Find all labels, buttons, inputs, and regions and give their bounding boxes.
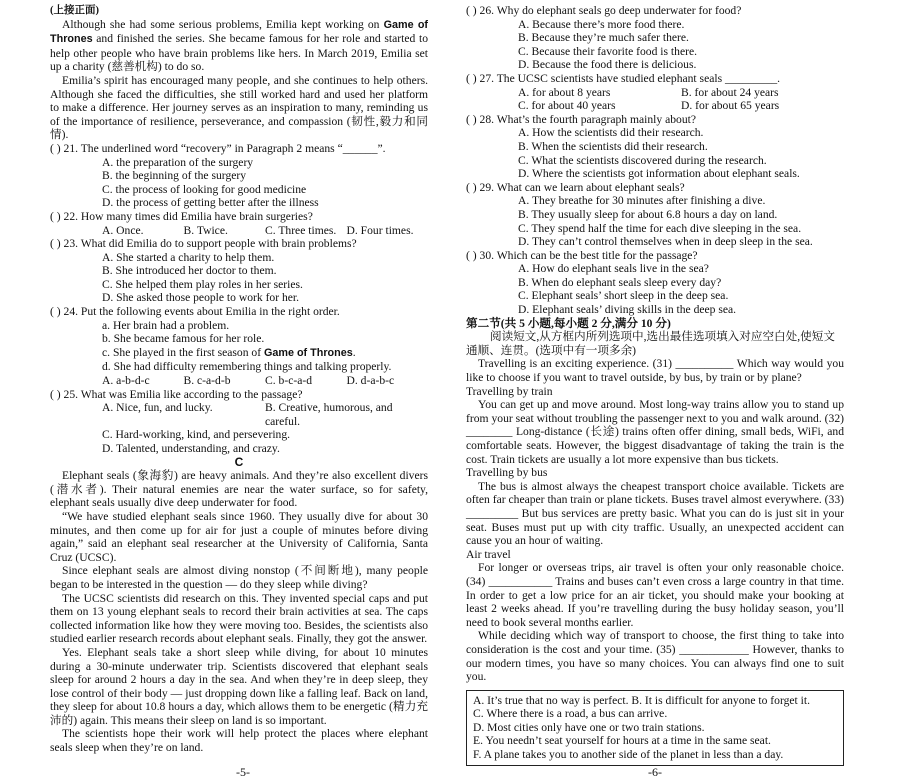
option: D. the process of getting better after the illness <box>102 196 319 210</box>
option: B. They usually sleep for about 6.8 hours a day on land. <box>518 207 778 221</box>
option: C. Because their favorite food is there. <box>518 44 697 58</box>
subheading-bus: Travelling by bus <box>466 466 548 480</box>
section-c-heading: C <box>234 454 244 469</box>
option: D. Because the food there is delicious. <box>518 58 697 72</box>
option: D. She asked those people to work for her. <box>102 291 300 305</box>
option: B. When the scientists did their research. <box>518 139 708 153</box>
subheading-train: Travelling by train <box>466 384 553 398</box>
event: d. She had difficulty remembering things and talking properly. <box>102 360 392 374</box>
box-option: C. Where there is a road, a bus can arrive. <box>473 707 668 721</box>
question-23: ( ) 23. What did Emilia do to support people with brain problems? <box>50 237 357 251</box>
option: B. Twice. <box>183 223 228 237</box>
option: D. for about 65 years <box>681 99 780 113</box>
passage-c-para: Since elephant seals are almost diving nonstop (不间断地), many people began to be interested in the question — do they sleep while diving? <box>50 564 428 591</box>
option: A. a-b-d-c <box>102 374 150 388</box>
passage-c-para: “We have studied elephant seals since 1960. They usually dive for about 30 minutes, and then come up for air for just a couple of minutes before diving again,” said an elephant seal researcher at the University of California, Santa Cruz (UCSC). <box>50 509 428 564</box>
option: C. for about 40 years <box>518 99 616 113</box>
option: D. Talented, understanding, and crazy. <box>102 442 280 455</box>
page-number-right: -6- <box>648 765 662 779</box>
question-30: ( ) 30. Which can be the best title for the passage? <box>466 248 698 262</box>
options-box <box>466 690 844 766</box>
option: C. They spend half the time for each dive sleeping in the sea. <box>518 221 802 235</box>
option: B. for about 24 years <box>681 85 779 99</box>
question-22: ( ) 22. How many times did Emilia have brain surgeries? <box>50 209 313 223</box>
event: a. Her brain had a problem. <box>102 318 230 332</box>
question-27: ( ) 27. The UCSC scientists have studied elephant seals _________. <box>466 71 781 85</box>
question-21: ( ) 21. The underlined word “recovery” in Paragraph 2 means “______”. <box>50 141 386 155</box>
passage-c-para: The UCSC scientists did research on this. They invented special caps and put them on 13 young elephant seals to record their brain activities at sea. The caps collected information like how they were moving too. Besides, the scientists also studied earlier research records about elephant seals. Finally, they got the answer. <box>50 591 428 646</box>
passage-d-para: While deciding which way of transport to choose, the first thing to take into consideration is the cost and your time. (35) ____________ However, thanks to our modern times, you have so many choices. You can always find one to suit you. <box>466 629 844 684</box>
option: B. When do elephant seals sleep every day? <box>518 275 722 289</box>
option: D. d-a-b-c <box>346 374 395 388</box>
option: B. She introduced her doctor to them. <box>102 264 277 278</box>
question-25: ( ) 25. What was Emilia like according to the passage? <box>50 387 303 401</box>
passage-c-para: Yes. Elephant seals take a short sleep while diving, for about 10 minutes during a 30-minute underwater trip. Scientists discovered that elephant seals sleep for around 2 hours a day in the sea. And when they’re in deep sleep, they lose control of their body — just dropping down like a falling leaf. Back on land, they sleep for about 10.8 hours a day, which allows them to be energetic (精力充沛的) again. This means their sleep on land is so important. <box>50 645 428 727</box>
box-option: D. Most cities only have one or two train stations. <box>473 720 705 734</box>
options-row <box>50 401 428 428</box>
subheading-air: Air travel <box>466 547 511 561</box>
option: C. Elephant seals’ short sleep in the deep sea. <box>518 289 729 303</box>
box-option: E. You needn’t seat yourself for hours at a time in the same seat. <box>473 734 771 748</box>
page-number-left: -5- <box>236 765 250 779</box>
option: B. Because they’re much safer there. <box>518 31 689 45</box>
option: A. Because there’s more food there. <box>518 17 685 31</box>
passage-b-para: Although she had some serious problems, Emilia kept working on Game of Thrones and finished the series. She became famous for her role and started to help other people who have brain problems like hers. In March 2019, Emilia set up a charity (慈善机构) to do so. <box>50 17 429 74</box>
option: C. the process of looking for good medicine <box>102 182 307 196</box>
continued-header: (上接正面) <box>50 5 99 16</box>
option: A. How the scientists did their research. <box>518 126 704 140</box>
passage-d-para: You can get up and move around. Most long-way trains allow you to stand up from your seat without troubling the passenger next to you and walk around. (32) ________ Long-distance (长途) trains often offer dining, small beds, WiFi, and comfortable seats. However, the biggest disadvantage of taking the train is the cost. Train tickets are usually a lot more expensive than bus tickets. <box>466 398 844 466</box>
option: D. They can’t control themselves when in deep sleep in the sea. <box>518 235 813 249</box>
passage-d-para: For longer or overseas trips, air travel is often your only reasonable choice. (34) ___________ Trains and buses can’t even cross a large country in that time. In order to get a low price for an air ticket, you should make your booking at least 2 weeks ahead. If you’re travelling during the busy holiday season, you’ll need to book several months earlier. <box>466 561 844 629</box>
option: A. She started a charity to help them. <box>102 250 275 264</box>
passage-c-para: The scientists hope their work will help protect the places where elephant seals sleep when they’re on land. <box>50 727 428 755</box>
option: A. for about 8 years <box>518 85 611 99</box>
passage-d-para: Travelling is an exciting experience. (31) __________ Which way would you like to choose if you want to travel outside, by bus, by train or by plane? <box>466 357 844 385</box>
option: A. How do elephant seals live in the sea? <box>518 262 709 276</box>
option: A. They breathe for 30 minutes after finishing a dive. <box>518 194 766 208</box>
options-row <box>50 224 428 238</box>
option: B. Creative, humorous, and careful. <box>265 401 393 428</box>
options-row <box>50 374 428 388</box>
option: C. She helped them play roles in her series. <box>102 277 303 291</box>
question-29: ( ) 29. What can we learn about elephant seals? <box>466 180 685 194</box>
option: A. Once. <box>102 223 144 237</box>
section-2-title: 第二节(共 5 小题,每小题 2 分,满分 10 分) <box>466 316 671 330</box>
question-24: ( ) 24. Put the following events about Emilia in the right order. <box>50 305 340 319</box>
event: b. She became famous for her role. <box>102 332 265 346</box>
option: D. Where the scientists got information about elephant seals. <box>518 167 800 181</box>
box-option: A. It’s true that no way is perfect. B. It is difficult for anyone to forget it. <box>473 693 810 707</box>
option: C. What the scientists discovered during the research. <box>518 153 767 167</box>
option: A. the preparation of the surgery <box>102 155 254 169</box>
option: C. Three times. <box>265 223 337 237</box>
passage-c-para: Elephant seals (象海豹) are heavy animals. And they’re also excellent divers (潜水者). Their natural enemies are near the water surface, so for safety, elephant seals usually dive deep underwater for food. <box>50 469 428 510</box>
option: D. Four times. <box>346 223 414 237</box>
option: D. Elephant seals’ diving skills in the deep sea. <box>518 303 737 317</box>
question-26: ( ) 26. Why do elephant seals go deep underwater for food? <box>466 4 742 17</box>
options-row <box>466 99 844 113</box>
option: A. Nice, fun, and lucky. <box>102 401 213 415</box>
event: c. She played in the first season of Game of Thrones. <box>102 345 356 359</box>
option: B. the beginning of the surgery <box>102 169 247 183</box>
section-2-instructions: 阅读短文,从方框内所列选项中,选出最佳选项填入对应空白处,使短文通顺、连贯。(选项中有一项多余) <box>466 330 835 357</box>
option: C. Hard-working, kind, and persevering. <box>102 428 291 442</box>
option: C. b-c-a-d <box>265 374 312 388</box>
passage-d-para: The bus is almost always the cheapest transport choice available. Tickets are often far cheaper than train or plane tickets. Buses travel almost everywhere. (33) _________ But bus services are pretty basic. What you can do is just sit in your seat. Buses must put up with city traffic. Usually, an unexpected accident can cause you an hour of waiting. <box>466 479 844 548</box>
options-row <box>466 86 844 100</box>
left-column <box>50 4 428 755</box>
passage-b-para: Emilia’s spirit has encouraged many people, and she continues to help others. Although she faced the difficulties, she still worked hard and used her platform to make a difference. Her journey serves as an inspiration to many, reminding us of the importance of resilience, perseverance, and compassion (韧性,毅力和同情). <box>50 73 428 142</box>
option: B. c-a-d-b <box>183 374 231 388</box>
right-column <box>466 4 844 766</box>
question-28: ( ) 28. What’s the fourth paragraph mainly about? <box>466 112 696 126</box>
box-option: F. A plane takes you to another side of the planet in less than a day. <box>473 748 784 762</box>
